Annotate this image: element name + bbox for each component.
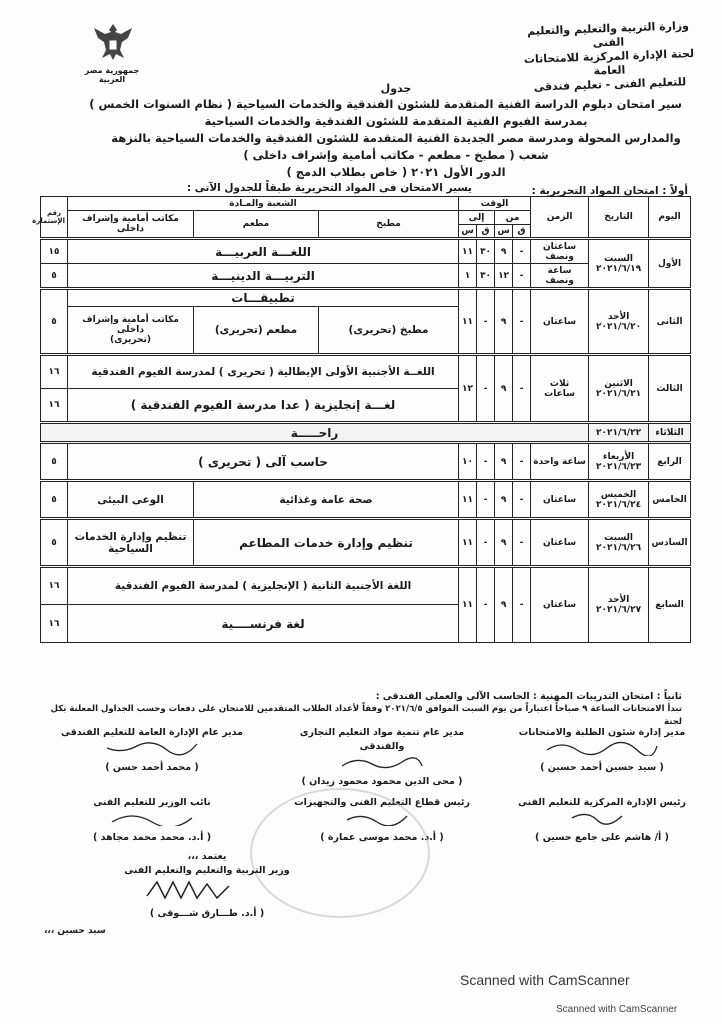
frontoffice-cell: تنظيم وإدارة الخدمات السياحية	[68, 519, 194, 567]
time-cell: ١١	[459, 481, 477, 519]
date-cell: الأربعاء ٢٠٢١/٦/٢٣	[589, 443, 649, 481]
frontoffice-cell: الوعى البيئى	[68, 481, 194, 519]
date-cell: السبت ٢٠٢١/٦/٢٦	[589, 519, 649, 567]
score-cell: ٥	[41, 264, 68, 289]
score-cell: ٥	[41, 443, 68, 481]
time-cell: -	[477, 567, 495, 643]
ministry-line: وزارة التربية والتعليم والتعليم الفنى	[526, 19, 690, 50]
footer-name: سيد حسين ،،،	[44, 926, 106, 936]
time-cell: ٣٠	[477, 264, 495, 289]
table-row	[41, 519, 691, 567]
note-line: ثانياً : امتحان التدريبات المهنية : الحاسب الآلى والعملى الفندقى :	[375, 691, 682, 702]
subject-cell: صحة عامة وغذائية	[194, 481, 459, 519]
signature-scribble	[92, 810, 212, 826]
time-cell: ١١	[459, 567, 477, 643]
header-frontoffice: مكاتب أمامية وإشراف داخلى	[68, 211, 194, 239]
day-cell: الرابع	[649, 443, 691, 481]
duration-cell: ساعتان	[531, 289, 589, 355]
header-hour: س	[495, 225, 513, 239]
signature-block: مدير عام الإدارة العامة للتعليم الفندقى ( محمد أحمد حسن )	[60, 727, 244, 773]
subject-cell: اللغــة الأجنبية الأولى الإيطالية ( تحريرى ) لمدرسة الفيوم الفندقية	[68, 355, 459, 389]
document-title: جدول	[380, 82, 412, 95]
time-cell: ٩	[495, 355, 513, 423]
day-cell: السادس	[649, 519, 691, 567]
time-cell: ٩	[495, 567, 513, 643]
header-time: الوقت	[459, 197, 531, 211]
signature-scribble	[92, 740, 212, 756]
header-maxscore: رقم الإستمارة	[41, 197, 68, 239]
frontoffice-cell: مكاتب أمامية وإشراف داخلى (تحريرى)	[68, 307, 194, 355]
time-cell: ١	[459, 264, 477, 289]
notes-section	[40, 690, 682, 729]
time-cell: ١١	[459, 239, 477, 264]
restaurant-cell: مطعم (تحريرى)	[194, 307, 319, 355]
header-date: التاريخ	[589, 197, 649, 239]
time-cell: -	[513, 481, 531, 519]
signature-scribble	[542, 810, 662, 826]
signature-block: نائب الوزير للتعليم الفنى ( أ.د. محمد محمد مجاهد )	[92, 797, 212, 843]
subtitle-line: الدور الأول ٢٠٢١ ( خاص بطلاب الدمج )	[286, 165, 506, 179]
duration-cell: ساعتان	[531, 567, 589, 643]
duration-cell: ثلاث ساعات	[531, 355, 589, 423]
subtitle-line: سير امتحان دبلوم الدراسة الفنية المتقدمة للشئون الفندقية والخدمات السياحية ( نظام السنوات الخمس )	[89, 97, 682, 111]
time-cell: -	[513, 519, 531, 567]
day-cell: السابع	[649, 567, 691, 643]
time-cell: ٣٠	[477, 239, 495, 264]
time-cell: ١٠	[459, 443, 477, 481]
time-cell: ١١	[459, 519, 477, 567]
header-duration: الزمن	[531, 197, 589, 239]
date-cell: السبت ٢٠٢١/٦/١٩	[589, 239, 649, 289]
exam-schedule-table	[32, 196, 691, 643]
time-cell: ٩	[495, 481, 513, 519]
time-cell: ١٢	[495, 264, 513, 289]
time-cell: -	[513, 355, 531, 423]
duration-cell: ساعة واحدة	[531, 443, 589, 481]
score-cell: ١٦	[41, 355, 68, 389]
date-cell: الأحد ٢٠٢١/٦/٢٠	[589, 289, 649, 355]
subject-cell: التربيـــة الدينيـــة	[68, 264, 459, 289]
rest-cell: راحـــــة	[41, 423, 589, 443]
header-to: إلى	[459, 211, 495, 225]
signature-scribble	[542, 740, 662, 756]
duration-cell: ساعة ونصف	[531, 264, 589, 289]
signature-block: مدير عام تنمية مواد التعليم التجارى والفندقى ( محى الدين محمود محمود زيدان )	[299, 727, 465, 787]
subtitle-line: والمدارس المحولة ومدرسة مصر الجديدة الفنية المتقدمة للشئون الفندقية والخدمات السياحية بالنزهة	[111, 131, 681, 145]
subject-cell: لغـــة إنجليزية ( عدا مدرسة الفيوم الفندقية )	[68, 389, 459, 423]
signature-block: رئيس قطاع التعليم الفنى والتجهيزات ( أ.د. محمد موسى عمارة )	[294, 797, 470, 843]
table-row	[41, 481, 691, 519]
time-cell: -	[513, 443, 531, 481]
note-line: تبدأ الامتحانات الساعة ٩ صباحاً اعتباراً من يوم السبت الموافق ٢٠٢١/٦/٥ وفقاً لأعداد الطلاب المتقدمين للامتحان على دفعات وحسب الجداول المعلنة بكل لجنة	[50, 704, 682, 727]
minister-approval-block: يعتمد ،،، وزير التربية والتعليم والتعليم الفنى ( أ.د. طـــارق شـــوقى )	[124, 851, 290, 919]
header-day: اليوم	[649, 197, 691, 239]
score-cell: ١٦	[41, 389, 68, 423]
subject-cell: اللغـــة العربيـــة	[68, 239, 459, 264]
time-cell: ١١	[459, 289, 477, 355]
header-from: من	[495, 211, 531, 225]
time-cell: ١٢	[459, 355, 477, 423]
table-row	[41, 239, 691, 264]
day-cell: الثالث	[649, 355, 691, 423]
day-cell: الخامس	[649, 481, 691, 519]
time-cell: ٩	[495, 443, 513, 481]
signature-scribble	[322, 754, 442, 770]
date-cell: ٢٠٢١/٦/٢٢	[589, 423, 649, 443]
scanner-watermark-small: Scanned with CamScanner	[556, 1004, 678, 1015]
score-cell: ١٦	[41, 567, 68, 605]
day-cell: الثانى	[649, 289, 691, 355]
kitchen-cell: مطبخ (تحريرى)	[319, 307, 459, 355]
time-cell: ٩	[495, 239, 513, 264]
time-cell: ٩	[495, 519, 513, 567]
time-cell: -	[513, 239, 531, 264]
signature-block: رئيس الإدارة المركزية للتعليم الفنى ( أ/ هاشم على جامع حسين )	[517, 797, 687, 843]
subject-cell: تنظيم وإدارة خدمات المطاعم	[194, 519, 459, 567]
time-cell: ٩	[495, 289, 513, 355]
day-cell: الثلاثاء	[649, 423, 691, 443]
subject-heading-cell: تطبيقـــات	[68, 289, 459, 307]
signature-scribble	[137, 878, 277, 902]
score-cell: ٥	[41, 289, 68, 355]
duration-cell: ساعتان	[531, 519, 589, 567]
subtitle-line: شعب ( مطبخ - مطعم - مكاتب أمامية وإشراف داخلى )	[243, 148, 549, 162]
date-cell: الأحد ٢٠٢١/٦/٢٧	[589, 567, 649, 643]
scanner-watermark: Scanned with CamScanner	[460, 972, 630, 988]
time-cell: -	[513, 567, 531, 643]
section-one-label: أولاً : امتحان المواد التحريرية :	[531, 185, 688, 197]
subtitle-line: بمدرسة الفيوم الفنية المتقدمة للشئون الفندقية والخدمات السياحية	[204, 114, 588, 128]
signature-block: مدير إدارة شئون الطلبة والامتحانات ( سيد حسين أحمد حسين )	[518, 727, 686, 773]
republic-label: جمهورية مصر العربية	[84, 66, 140, 84]
subject-cell: لغة فرنســــية	[68, 605, 459, 643]
score-cell: ٥	[41, 519, 68, 567]
duration-cell: ساعتان ونصف	[531, 239, 589, 264]
header-hour: س	[459, 225, 477, 239]
time-cell: -	[477, 443, 495, 481]
time-cell: -	[477, 289, 495, 355]
duration-cell: ساعتان	[531, 481, 589, 519]
ministry-line: للتعليم الفنى - تعليم فندقى	[533, 75, 687, 94]
header-minute: ق	[513, 225, 531, 239]
time-cell: -	[513, 289, 531, 355]
subject-cell: حاسب آلى ( تحريرى )	[68, 443, 459, 481]
time-cell: -	[513, 264, 531, 289]
table-row	[41, 567, 691, 605]
date-cell: الخميس ٢٠٢١/٦/٢٤	[589, 481, 649, 519]
score-cell: ١٦	[41, 605, 68, 643]
table-row	[41, 289, 691, 307]
table-row	[41, 355, 691, 389]
score-cell: ١٥	[41, 239, 68, 264]
header-subject: الشعبة والمـادة	[68, 197, 459, 211]
table-row	[41, 443, 691, 481]
table-row	[41, 423, 691, 443]
document-titles	[89, 82, 682, 181]
day-cell: الأول	[649, 239, 691, 289]
time-cell: -	[477, 481, 495, 519]
time-cell: -	[477, 355, 495, 423]
section-one-note: يسير الامتحان فى المواد التحريرية طبقاً للجدول الآتى :	[186, 182, 472, 194]
eagle-emblem-icon	[88, 20, 138, 64]
header-restaurant: مطعم	[194, 211, 319, 239]
date-cell: الاثنين ٢٠٢١/٦/٢١	[589, 355, 649, 423]
score-cell: ٥	[41, 481, 68, 519]
header-kitchen: مطبخ	[319, 211, 459, 239]
header-minute: ق	[477, 225, 495, 239]
time-cell: -	[477, 519, 495, 567]
subject-cell: اللغة الأجنبية الثانية ( الإنجليزية ) لمدرسة الفيوم الفندقية	[68, 567, 459, 605]
ministry-line: لجنة الإدارة المركزية للامتحانات العامة	[523, 47, 695, 78]
